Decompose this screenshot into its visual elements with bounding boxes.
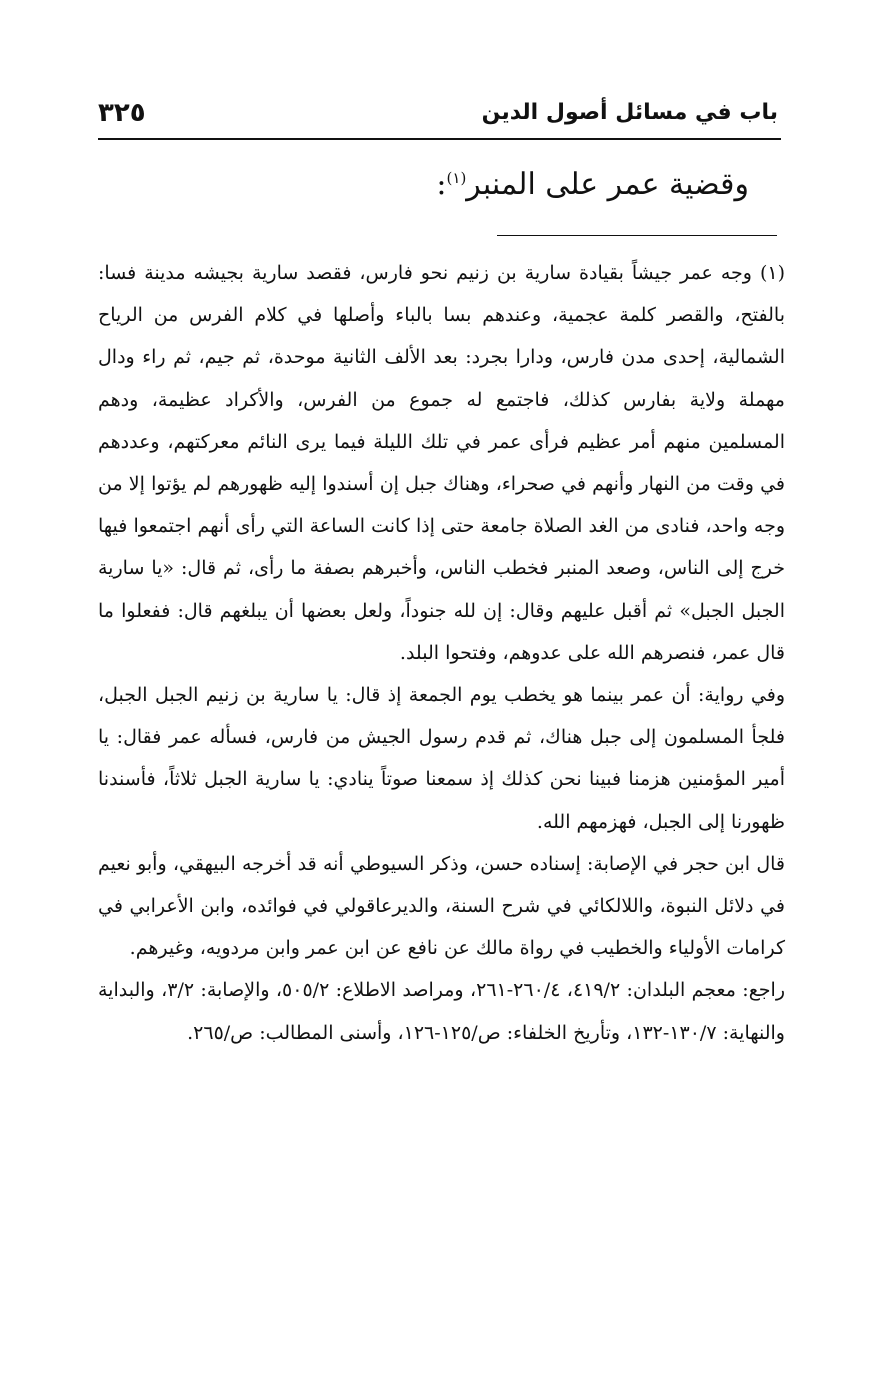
main-text-colon: : bbox=[436, 167, 447, 202]
footnote-separator bbox=[497, 235, 777, 236]
page-number: ٣٢٥ bbox=[98, 98, 146, 128]
header-rule bbox=[98, 138, 781, 140]
footnote-paragraph: (١) وجه عمر جيشاً بقيادة سارية بن زنيم نحو فارس، فقصد سارية بجيشه مدينة فسا: بالفتح، والقصر كلمة عجمية، وعندهم بسا بالباء وأصلها في كلام الفرس من الرياح الشمالية، إحدى مدن فارس، ودارا بجرد: بعد الألف الثانية موحدة، ثم جيم، ثم راء ودال مهملة ولاية بفارس كذلك، فاجتمع له جموع من الفرس، والأكراد عظيمة، ودهم المسلمين منهم أمر عظيم فرأى عمر في تلك الليلة فيما يرى النائم معركتهم، وعددهم في وقت من النهار وأنهم في صحراء، وهناك جبل إن أسندوا إليه ظهورهم لم يؤتوا إلا من وجه واحد، فنادى من الغد الصلاة جامعة حتى إذا كانت الساعة التي رأى أنهم اجتمعوا فيها خرج إلى الناس، وصعد المنبر فخطب الناس، وأخبرهم بصفة ما رأى، ثم قال: «يا سارية الجبل الجبل» ثم أقبل عليهم وقال: إن لله جنوداً، ولعل بعضها أن يبلغهم قال: ففعلوا ما قال عمر، فنصرهم الله على عدوهم، وفتحوا البلد. bbox=[98, 262, 785, 664]
footnote-paragraph: راجع: معجم البلدان: ٤١٩/٢، ٢٦٠/٤-٢٦١، ومراصد الاطلاع: ٥٠٥/٢، والإصابة: ٣/٢، والبداية والنهاية: ١٣٠/٧-١٣٢، وتأريخ الخلفاء: ص/١٢٥-١٢٦، وأسنى المطالب: ص/٢٦٥. bbox=[98, 979, 785, 1044]
main-text: وقضية عمر على المنبر bbox=[466, 167, 749, 202]
footnote-paragraph: وفي رواية: أن عمر بينما هو يخطب يوم الجمعة إذ قال: يا سارية بن زنيم الجبل الجبل، فلجأ المسلمون إلى جبل هناك، ثم قدم رسول الجيش من فارس، فسأله عمر فقال: يا أمير المؤمنين هزمنا فبينا نحن كذلك إذ سمعنا صوتاً ينادي: يا سارية الجبل ثلاثاً، فأسندنا ظهورنا إلى الجبل، فهزمهم الله. bbox=[98, 684, 785, 833]
main-text-line bbox=[436, 152, 749, 211]
running-head bbox=[98, 93, 778, 133]
footnote-block bbox=[98, 252, 785, 1054]
footnote-reference: (١) bbox=[446, 169, 467, 187]
footnote-paragraph: قال ابن حجر في الإصابة: إسناده حسن، وذكر السيوطي أنه قد أخرجه البيهقي، وأبو نعيم في دلائل النبوة، واللالكائي في شرح السنة، والديرعاقولي في فوائده، وابن الأعرابي في كرامات الأولياء والخطيب في رواة مالك عن نافع عن ابن عمر وابن مردويه، وغيرهم. bbox=[98, 852, 785, 960]
chapter-title: باب في مسائل أصول الدين bbox=[481, 100, 778, 125]
